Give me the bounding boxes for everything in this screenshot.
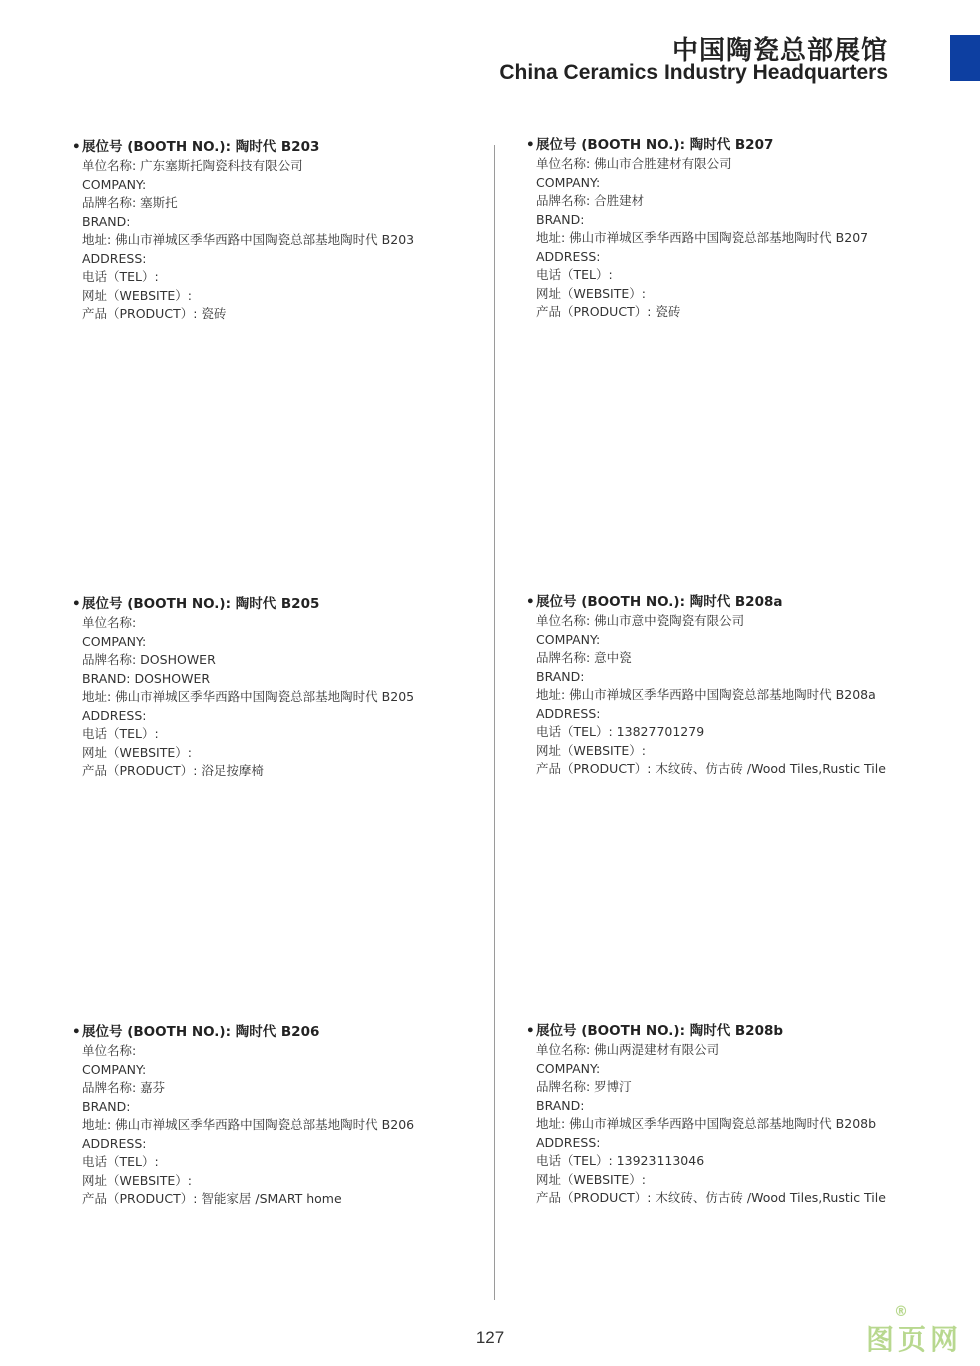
booth-entry-b206	[72, 1022, 502, 1209]
telephone: 电话（TEL）: 13923113046	[536, 1153, 705, 1168]
company-label-en: COMPANY:	[536, 1060, 601, 1076]
booth-entry-b205	[72, 594, 502, 781]
company-label-en: COMPANY:	[82, 176, 147, 192]
company-name-cn: 单位名称: 佛山两湜建材有限公司	[536, 1042, 720, 1057]
website: 网址（WEBSITE）:	[536, 742, 646, 758]
brand-label-en: BRAND: DOSHOWER	[82, 670, 211, 686]
brand-name-cn: 品牌名称: DOSHOWER	[82, 652, 216, 667]
brand-label-en: BRAND:	[82, 213, 131, 229]
booth-entry-b207	[526, 135, 956, 322]
product: 产品（PRODUCT）: 瓷砖	[82, 306, 227, 321]
page-number: 127	[475, 1328, 505, 1347]
booth-heading: •展位号 (BOOTH NO.): 陶时代 B203	[72, 139, 320, 155]
product: 产品（PRODUCT）: 木纹砖、仿古砖 /Wood Tiles,Rustic Tile	[536, 1190, 886, 1205]
address-label-en: ADDRESS:	[82, 250, 147, 266]
registered-mark: ®	[894, 1304, 912, 1320]
address-cn: 地址: 佛山市禅城区季华西路中国陶瓷总部基地陶时代 B203	[82, 232, 415, 247]
brand-name-cn: 品牌名称: 罗博汀	[536, 1079, 632, 1094]
brand-label-en: BRAND:	[536, 211, 585, 227]
watermark-logo	[865, 1304, 962, 1358]
company-label-en: COMPANY:	[82, 633, 147, 649]
header-title-cn: 中国陶瓷总部展馆	[671, 36, 888, 66]
brand-label-en: BRAND:	[536, 668, 585, 684]
booth-heading: •展位号 (BOOTH NO.): 陶时代 B208a	[526, 594, 783, 610]
website: 网址（WEBSITE）:	[82, 1172, 192, 1188]
booth-entry-b208b	[526, 1021, 956, 1208]
booth-number: 展位号 (BOOTH NO.): 陶时代 B206	[82, 1024, 320, 1040]
brand-label-en: BRAND:	[536, 1097, 585, 1113]
company-label-en: COMPANY:	[536, 631, 601, 647]
telephone: 电话（TEL）:	[82, 1154, 159, 1169]
website: 网址（WEBSITE）:	[536, 1171, 646, 1187]
booth-heading: •展位号 (BOOTH NO.): 陶时代 B208b	[526, 1023, 784, 1039]
company-name-cn: 单位名称:	[82, 1043, 137, 1058]
booth-number: 展位号 (BOOTH NO.): 陶时代 B205	[82, 596, 320, 612]
address-cn: 地址: 佛山市禅城区季华西路中国陶瓷总部基地陶时代 B208a	[536, 687, 876, 702]
telephone: 电话（TEL）: 13827701279	[536, 724, 705, 739]
company-name-cn: 单位名称: 广东塞斯托陶瓷科技有限公司	[82, 158, 303, 173]
company-name-cn: 单位名称: 佛山市意中瓷陶瓷有限公司	[536, 613, 745, 628]
booth-number: 展位号 (BOOTH NO.): 陶时代 B208b	[536, 1023, 784, 1039]
booth-number: 展位号 (BOOTH NO.): 陶时代 B208a	[536, 594, 783, 610]
company-label-en: COMPANY:	[536, 174, 601, 190]
booth-heading: •展位号 (BOOTH NO.): 陶时代 B205	[72, 596, 320, 612]
address-label-en: ADDRESS:	[536, 248, 601, 264]
address-label-en: ADDRESS:	[536, 1134, 601, 1150]
brand-label-en: BRAND:	[82, 1098, 131, 1114]
booth-number: 展位号 (BOOTH NO.): 陶时代 B203	[82, 139, 320, 155]
booth-entry-b208a	[526, 592, 956, 779]
company-name-cn: 单位名称:	[82, 615, 137, 630]
product: 产品（PRODUCT）: 木纹砖、仿古砖 /Wood Tiles,Rustic Tile	[536, 761, 886, 776]
product: 产品（PRODUCT）: 瓷砖	[536, 304, 681, 319]
product: 产品（PRODUCT）: 浴足按摩椅	[82, 763, 264, 778]
telephone: 电话（TEL）:	[82, 726, 159, 741]
product: 产品（PRODUCT）: 智能家居 /SMART home	[82, 1191, 342, 1206]
company-name-cn: 单位名称: 佛山市合胜建材有限公司	[536, 156, 732, 171]
website: 网址（WEBSITE）:	[82, 744, 192, 760]
address-cn: 地址: 佛山市禅城区季华西路中国陶瓷总部基地陶时代 B206	[82, 1117, 415, 1132]
booth-heading: •展位号 (BOOTH NO.): 陶时代 B206	[72, 1024, 320, 1040]
brand-name-cn: 品牌名称: 嘉芬	[82, 1080, 166, 1095]
brand-name-cn: 品牌名称: 合胜建材	[536, 193, 645, 208]
address-cn: 地址: 佛山市禅城区季华西路中国陶瓷总部基地陶时代 B205	[82, 689, 415, 704]
brand-name-cn: 品牌名称: 意中瓷	[536, 650, 632, 665]
section-tab	[950, 35, 980, 81]
website: 网址（WEBSITE）:	[82, 287, 192, 303]
company-label-en: COMPANY:	[82, 1061, 147, 1077]
watermark-text: 图页网	[865, 1323, 962, 1356]
booth-number: 展位号 (BOOTH NO.): 陶时代 B207	[536, 137, 774, 153]
header-title-en: China Ceramics Industry Headquarters	[499, 61, 888, 84]
address-label-en: ADDRESS:	[82, 1135, 147, 1151]
address-cn: 地址: 佛山市禅城区季华西路中国陶瓷总部基地陶时代 B207	[536, 230, 869, 245]
address-label-en: ADDRESS:	[536, 705, 601, 721]
booth-heading: •展位号 (BOOTH NO.): 陶时代 B207	[526, 137, 774, 153]
address-cn: 地址: 佛山市禅城区季华西路中国陶瓷总部基地陶时代 B208b	[536, 1116, 877, 1131]
telephone: 电话（TEL）:	[536, 267, 613, 282]
website: 网址（WEBSITE）:	[536, 285, 646, 301]
telephone: 电话（TEL）:	[82, 269, 159, 284]
address-label-en: ADDRESS:	[82, 707, 147, 723]
booth-entry-b203	[72, 137, 502, 324]
brand-name-cn: 品牌名称: 塞斯托	[82, 195, 178, 210]
